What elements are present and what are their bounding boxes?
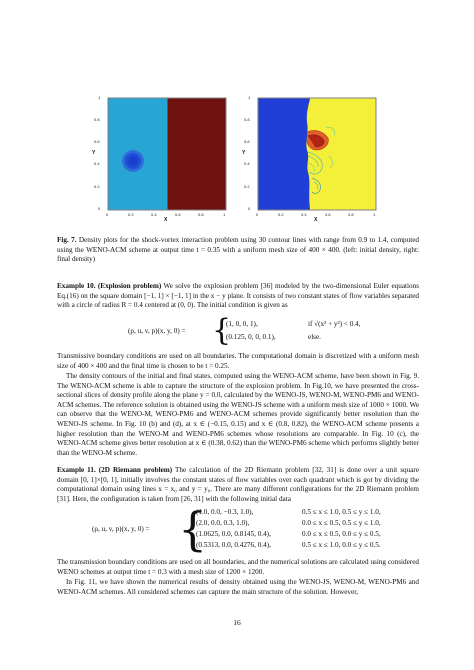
left-ytick-4: 0.4 — [94, 161, 100, 166]
example10-eq-row1: (1, 0, 0, 1), — [226, 320, 258, 328]
example10-eq-row2: (0.125, 0, 0, 0.1), — [226, 333, 276, 341]
example11-eq-state-2: (2.0, 0.0, 0.3, 1.0), — [196, 519, 250, 527]
example11-eq-state-3: (1.0625, 0.0, 0.8145, 0.4), — [196, 530, 271, 538]
example10-eq-cond2: else. — [308, 333, 321, 341]
left-xtick-5: 0.8 — [198, 212, 204, 217]
example11-equation — [92, 502, 412, 556]
right-xlabel: X — [314, 217, 318, 223]
left-ytick-1: 1 — [98, 95, 101, 100]
figure-caption-label: Fig. 7. — [57, 236, 77, 244]
example11-para2: The transmission boundary conditions are used on all boundaries, and the numerical solutions are calculated using considered WENO schemes at output time t = 0.3 with a mesh size of 1200 × 1200. — [57, 558, 419, 576]
example11-eq-cond-1: 0.5 ≤ x ≤ 1.0, 0.5 ≤ y ≤ 1.0, — [302, 508, 381, 516]
example11-eq-cond-3: 0.0 ≤ x ≤ 0.5, 0.0 ≤ y ≤ 0.5, — [302, 530, 381, 538]
example10-para1: We solve the explosion problem [36] modeled by the two-dimensional Euler equations Eq.(16) on the square domain [−1, 1] × [−1, 1] in the x − y plane. It consists of two constant states of flow variables separated with a circle of radius R = 0.4 centered at (0, 0). The initial condition is given as — [57, 282, 420, 310]
example10-title: Example 10. (Explosion problem) — [57, 282, 162, 290]
example11-eq-lhs: (ρ, u, v, p)(x, y, 0) = — [92, 525, 150, 533]
example10-eq-cond1: if √(x² + y²) < 0.4, — [308, 320, 361, 328]
left-ytick-3: 0.6 — [94, 139, 100, 144]
right-ytick-6: 0 — [248, 206, 251, 211]
example11-eq-cond-2: 0.0 ≤ x ≤ 0.5, 0.5 ≤ y ≤ 1.0, — [302, 519, 381, 527]
figure-caption — [57, 236, 419, 265]
figure-left-plot — [88, 92, 238, 227]
left-ytick-5: 0.2 — [94, 184, 100, 189]
example11-eq-state-4: (0.5313, 0.0, 0.4276, 0.4), — [196, 541, 271, 549]
example11-eq-state-1: (1.0, 0.0, −0.3, 1.0), — [196, 508, 254, 516]
right-ytick-5: 0.2 — [244, 184, 250, 189]
right-xtick-3: 0.4 — [301, 212, 307, 217]
example10-equation — [128, 313, 388, 348]
right-ytick-3: 0.6 — [244, 139, 250, 144]
left-plot-high-region — [168, 99, 226, 210]
right-ytick-1: 1 — [248, 95, 251, 100]
left-ylabel: Y — [92, 150, 96, 156]
left-xtick-1: 0 — [106, 212, 109, 217]
right-xtick-4: 0.6 — [325, 212, 331, 217]
example10-eq-brace: { — [212, 313, 232, 348]
example10-intro — [57, 282, 419, 311]
example10-para2: Transmissive boundary conditions are used on all boundaries. The computational domain is discretized with a uniform mesh size of 400 × 400 and the final time is chosen to be t = 0.25. — [57, 352, 419, 370]
figure-right-plot — [238, 92, 388, 227]
page-number: 16 — [233, 618, 241, 627]
right-xtick-2: 0.2 — [278, 212, 284, 217]
left-xtick-4: 0.6 — [175, 212, 181, 217]
example11-para3: In Fig. 11, we have shown the numerical results of density obtained using the WENO-JS, WENO-M, WENO-PM6 and WENO-ACM schemes. All considered schemes can capture the main structure of the solution. However, — [57, 578, 419, 596]
left-plot-vortex — [122, 150, 144, 172]
example11-eq-brace: { — [178, 502, 208, 556]
right-density-plot-svg — [238, 92, 388, 227]
example11-para1: The calculation of the 2D Riemann problem [32, 31] is done over a unit square domain [0, 1]×[0, 1], initially involves the constant states of flow variables over each quadrant which is got by dividing the computational domain using lines x = x₀ and y = y₀. There are many different configurations for the 2D Riemann problem [31]. Here, the configuration is taken from [26, 31] with the following initial data — [57, 466, 419, 503]
example10-para3: The density contours of the initial and final states, computed using the WENO-ACM scheme, have been shown in Fig. 9. The WENO-ACM scheme is able to capture the structure of the explosion problem. In Fig.10, we have presented the cross-sectional slices of density profile along the plane y = 0.0, calculated by the WENO-JS, WENO-M, WENO-PM6 and WENO-ACM schemes. The reference solution is obtained using the WENO-JS scheme with a uniform mesh size of 1000 × 1000. We can observe that the WENO-M, WENO-PM6 and WENO-ACM schemes provide significantly better resolution than the WENO-JS scheme. In Fig. 10 (b) and (d), at x ∈ (−0.15, 0.15) and x ∈ (0.8, 0.82), the WENO-ACM scheme presents a higher resolution than the WENO-M and WENO-PM6 schemes whose resolutions are comparable. In Fig. 10 (c), the WENO-ACM scheme gives better resolution at x ∈ (0.38, 0.62) than the WENO-PM6 scheme which performs slightly better than the WENO-M scheme. — [57, 372, 419, 457]
figure-caption-text: Density plots for the shock-vortex interaction problem using 30 contour lines with range from 0.9 to 1.4, computed using the WENO-ACM scheme at output time t = 0.35 with a uniform mesh size of 400 × 400. (left: initial density, right: final density) — [57, 236, 420, 264]
example11-eq-cond-4: 0.5 ≤ x ≤ 1.0, 0.0 ≤ y ≤ 0.5. — [302, 541, 381, 549]
left-ytick-2: 0.8 — [94, 117, 100, 122]
left-xtick-2: 0.2 — [128, 212, 134, 217]
left-density-plot-svg — [88, 92, 238, 227]
left-xlabel: X — [164, 217, 168, 223]
left-xtick-6: 1 — [223, 212, 226, 217]
example11-title: Example 11. (2D Riemann problem) — [57, 466, 173, 474]
right-ytick-4: 0.4 — [244, 161, 250, 166]
right-xtick-5: 0.8 — [348, 212, 354, 217]
right-xtick-1: 0 — [256, 212, 259, 217]
example10-eq-lhs: (ρ, u, v, p)(x, y, 0) = — [128, 327, 186, 335]
left-xtick-3: 0.4 — [151, 212, 157, 217]
right-ylabel: Y — [242, 150, 246, 156]
example11-intro — [57, 466, 419, 504]
right-xtick-6: 1 — [373, 212, 376, 217]
left-ytick-6: 0 — [98, 206, 101, 211]
right-ytick-2: 0.8 — [244, 117, 250, 122]
right-plot-low-region — [259, 99, 311, 210]
